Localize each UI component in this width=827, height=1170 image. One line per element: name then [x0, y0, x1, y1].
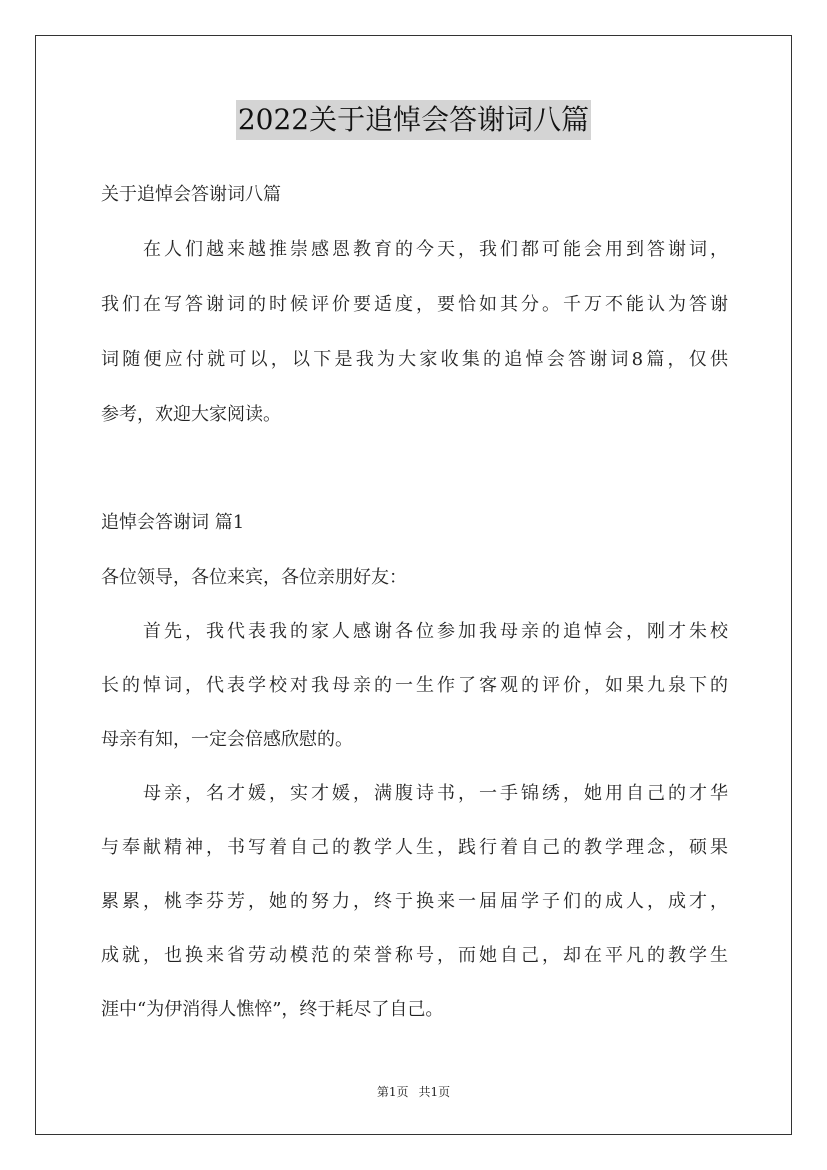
paragraph-line: 累累，桃李芬芳，她的努力，终于换来一届届学子们的成人，成才，	[101, 891, 728, 912]
paragraph-line: 长的悼词，代表学校对我母亲的一生作了客观的评价，如果九泉下的	[101, 675, 728, 696]
intro-line: 在人们越来越推崇感恩教育的今天，我们都可能会用到答谢词，	[143, 239, 728, 260]
paragraph-line: 母亲有知，一定会倍感欣慰的。	[101, 729, 353, 750]
section-heading: 追悼会答谢词 篇1	[101, 512, 245, 533]
intro-line: 参考，欢迎大家阅读。	[101, 404, 281, 425]
subtitle: 关于追悼会答谢词八篇	[101, 184, 281, 205]
intro-line: 词随便应付就可以，以下是我为大家收集的追悼会答谢词8篇，仅供	[101, 349, 728, 370]
title-container	[0, 100, 827, 140]
paragraph-line: 涯中“为伊消得人憔悴”，终于耗尽了自己。	[101, 999, 444, 1020]
page-number: 第1页	[376, 1085, 409, 1099]
paragraph-line: 母亲，名才媛，实才媛，满腹诗书，一手锦绣，她用自己的才华	[143, 783, 728, 804]
page-footer	[0, 1083, 827, 1100]
page-total: 共1页	[418, 1085, 451, 1099]
intro-line: 我们在写答谢词的时候评价要适度，要恰如其分。千万不能认为答谢	[101, 294, 728, 315]
paragraph-line: 成就，也换来省劳动模范的荣誉称号，而她自己，却在平凡的教学生	[101, 945, 728, 966]
document-title: 2022关于追悼会答谢词八篇	[236, 100, 591, 140]
paragraph-line: 首先，我代表我的家人感谢各位参加我母亲的追悼会，刚才朱校	[143, 621, 728, 642]
paragraph-line: 与奉献精神，书写着自己的教学人生，践行着自己的教学理念，硕果	[101, 837, 728, 858]
salutation: 各位领导，各位来宾，各位亲朋好友：	[101, 567, 407, 588]
